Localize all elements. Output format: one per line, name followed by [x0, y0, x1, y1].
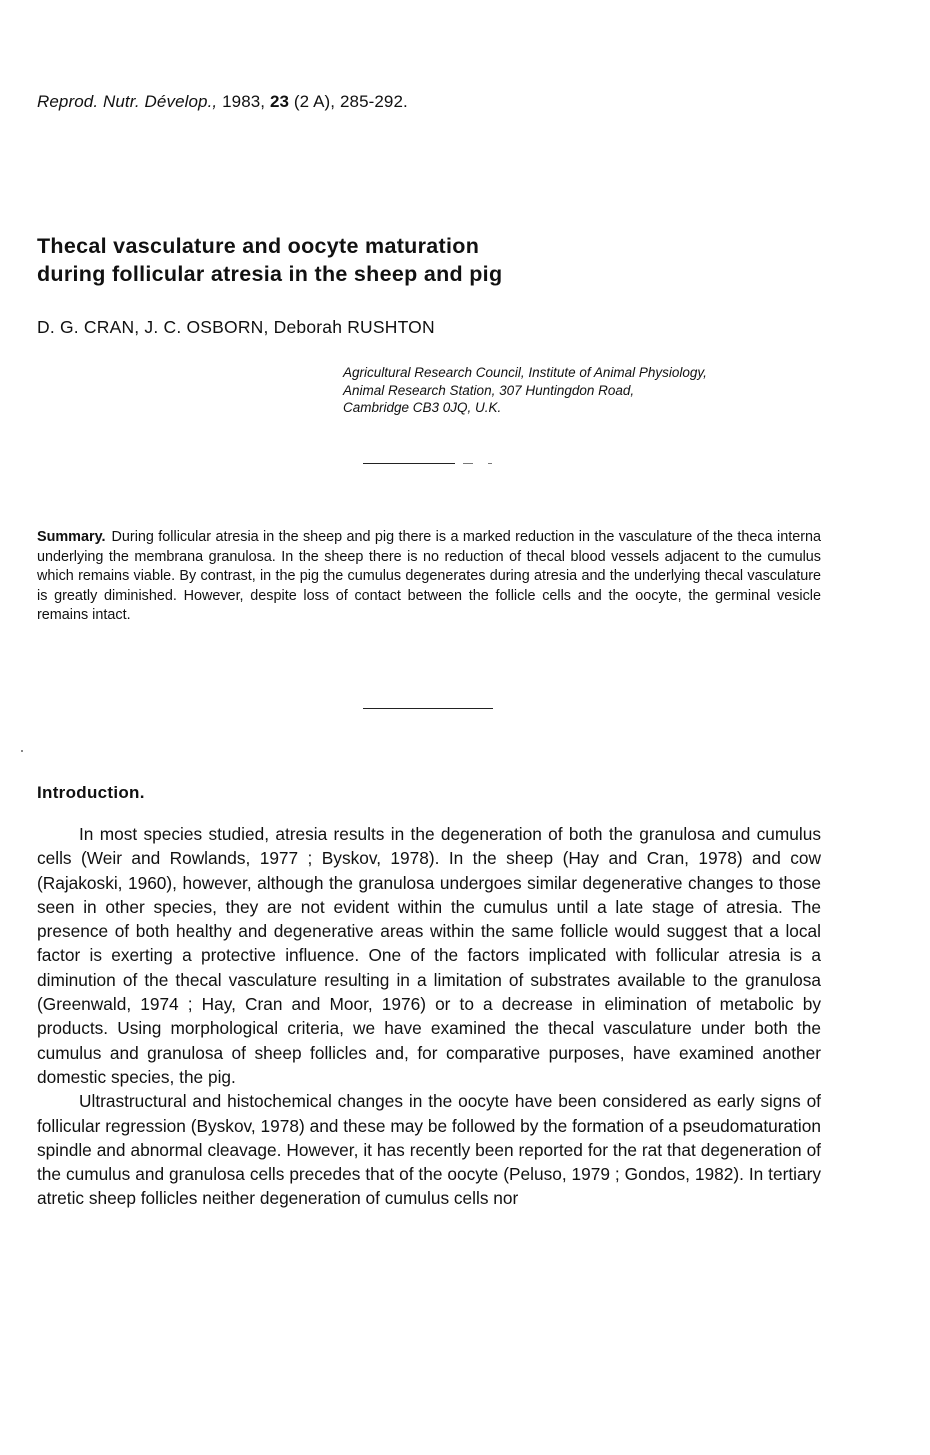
- journal-year: 1983,: [222, 92, 266, 111]
- separator-rule-top-fragment: [463, 463, 473, 464]
- article-title-line-1: Thecal vasculature and oocyte maturation: [37, 234, 480, 258]
- introduction-paragraph-2: Ultrastructural and histochemical changes in the oocyte have been considered as early signs of follicular regression (Byskov, 1978) and these may be followed by the formation of a pseudomaturation spindle and abnormal cleavage. However, it has recently been reported for the rat that degeneration of the cumulus and granulosa cells precedes that of the oocyte (Peluso, 1979 ; Gondos, 1982). In tertiary atretic sheep follicles neither degeneration of cumulus cells nor: [37, 1091, 821, 1209]
- article-title: [37, 232, 502, 288]
- introduction-paragraph-1: In most species studied, atresia results in the degeneration of both the granulosa and cumulus cells (Weir and Rowlands, 1977 ; Byskov, 1978). In the sheep (Hay and Cran, 1978) and cow (Rajakoski, 1960), however, although the granulosa undergoes similar degenerative changes to those seen in other species, they are not evident within the cumulus until a late stage of atresia. The presence of both healthy and degenerative areas within the same follicle would suggest that a local factor is exerting a protective influence. One of the factors implicated with follicular atresia is a diminution of the thecal vasculature resulting in a limitation of substrates available to the granulosa (Greenwald, 1974 ; Hay, Cran and Moor, 1976) or to a decrease in elimination of metabolic by products. Using morphological criteria, we have examined the thecal vasculature under both the cumulus and granulosa of sheep follicles and, for comparative purposes, have examined another domestic species, the pig.: [37, 824, 821, 1087]
- affiliation-line-3: Cambridge CB3 0JQ, U.K.: [343, 400, 502, 415]
- separator-rule-top-fragment: [488, 463, 492, 464]
- author-list: D. G. CRAN, J. C. OSBORN, Deborah RUSHTON: [37, 317, 435, 337]
- journal-issue-pages: (2 A), 285-292.: [293, 92, 408, 111]
- affiliation-line-1: Agricultural Research Council, Institute of Animal Physiology,: [343, 365, 707, 380]
- summary-text: During follicular atresia in the sheep and pig there is a marked reduction in the vasculature of the theca interna underlying the membrana granulosa. In the sheep there is no reduction of thecal blood vessels adjacent to the cumulus which remains viable. By contrast, in the pig the cumulus degenerates during atresia and the underlying thecal vasculature is greatly diminished. However, despite loss of contact between the follicle cells and the oocyte, the germinal vesicle remains intact.: [37, 529, 821, 623]
- separator-rule-top: [363, 463, 455, 464]
- summary-block: [37, 528, 821, 626]
- journal-reference: [37, 92, 408, 112]
- separator-rule-bottom: [363, 708, 493, 709]
- journal-volume: 23: [269, 92, 290, 111]
- summary-label: Summary.: [37, 529, 106, 545]
- journal-name: Reprod. Nutr. Dévelop.,: [37, 92, 218, 111]
- introduction-body: [37, 822, 821, 1211]
- author-affiliation: [343, 364, 707, 417]
- scan-speck: [21, 750, 23, 752]
- affiliation-line-2: Animal Research Station, 307 Huntingdon Road,: [343, 382, 635, 398]
- section-heading-introduction: Introduction.: [37, 783, 145, 802]
- article-title-line-2: during follicular atresia in the sheep and pig: [37, 262, 503, 286]
